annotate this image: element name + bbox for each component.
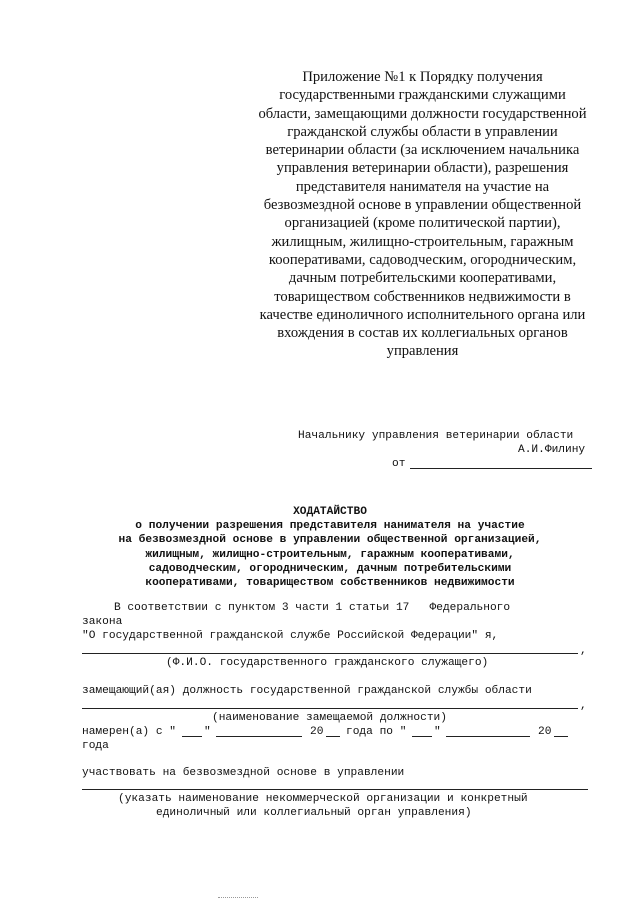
from-field[interactable] (410, 468, 592, 469)
end-year-field[interactable] (554, 736, 568, 737)
org-caption-line: единоличный или коллегиальный орган управления) (156, 807, 472, 819)
quote-close: " (434, 726, 441, 738)
intends-prefix: намерен(а) с " (82, 726, 176, 738)
end-day-field[interactable] (412, 736, 432, 737)
from-label: от (392, 458, 406, 470)
addressee-name: А.И.Филину (518, 444, 586, 456)
addressee-line: Начальнику управления ветеринарии области (298, 430, 574, 442)
appendix-line: организацией (кроме политической партии), (284, 215, 561, 232)
end-month-field[interactable] (446, 736, 530, 737)
year-label: года (82, 740, 109, 752)
appendix-header (245, 68, 600, 361)
year-word-mid: года по " (346, 726, 407, 738)
intro-line: "О государственной гражданской службе Российской Федерации" я, (82, 630, 499, 642)
appendix-line: товариществом собственников недвижимости в (274, 288, 571, 305)
start-day-field[interactable] (182, 736, 202, 737)
organization-field[interactable] (82, 789, 588, 790)
appendix-line: представителя нанимателя на участие на (295, 178, 550, 195)
position-line: замещающий(ая) должность государственной гражданской службы области (82, 685, 532, 697)
appendix-line: жилищным, жилищно-строительным, гаражным (271, 233, 574, 250)
intro-line: закона (82, 616, 123, 628)
appendix-line: государственными гражданскими служащими (279, 87, 566, 104)
appendix-line: дачным потребительскими кооперативами, (288, 270, 557, 287)
participate-line: участвовать на безвозмездной основе в управлении (82, 767, 405, 779)
position-caption: (наименование замещаемой должности) (212, 712, 447, 724)
org-caption-line: (указать наименование некоммерческой организации и конкретный (118, 793, 528, 805)
appendix-line: ветеринарии области (за исключением начальника (265, 142, 580, 159)
petition-subtitle-line: о получении разрешения представителя нанимателя на участие (135, 520, 525, 533)
start-month-field[interactable] (216, 736, 302, 737)
appendix-line: качестве единоличного исполнительного органа или (259, 306, 586, 323)
intro-line: В соответствии с пунктом 3 части 1 статьи 17 Федерального (114, 602, 511, 614)
quote-close: " (204, 726, 211, 738)
petition-subtitle-line: садоводческим, огородническим, дачным потребительскими (148, 562, 512, 575)
position-field[interactable] (82, 708, 578, 709)
petition-subtitle-line: кооперативами, товариществом собственников недвижимости (145, 577, 515, 590)
appendix-line: Приложение №1 к Порядку получения (302, 69, 543, 85)
appendix-line: безвозмездной основе в управлении общественной (263, 197, 582, 214)
appendix-line: гражданской службы области в управлении (287, 123, 558, 140)
comma: , (580, 645, 587, 657)
fio-caption: (Ф.И.О. государственного гражданского служащего) (166, 657, 489, 669)
appendix-line: кооперативами, садоводческим, огородническим, (268, 251, 577, 268)
appendix-line: управления ветеринарии области), разрешения (276, 160, 569, 177)
year-prefix: 20 (538, 726, 552, 738)
petition-subtitle-line: на безвозмездной основе в управлении общественной организацией, (118, 534, 542, 547)
petition-title: ХОДАТАЙСТВО (293, 506, 367, 518)
scan-artifact (218, 897, 258, 901)
comma: , (580, 700, 587, 712)
petition-title-block (100, 505, 560, 590)
appendix-line: области, замещающими должности государственной (258, 105, 587, 122)
start-year-field[interactable] (326, 736, 340, 737)
appendix-line: управления (386, 343, 459, 360)
appendix-line: вхождения в состав их коллегиальных органов (277, 325, 568, 342)
petition-subtitle-line: жилищным, жилищно-строительным, гаражным кооперативами, (145, 548, 515, 561)
fio-field[interactable] (82, 653, 578, 654)
year-prefix: 20 (310, 726, 324, 738)
